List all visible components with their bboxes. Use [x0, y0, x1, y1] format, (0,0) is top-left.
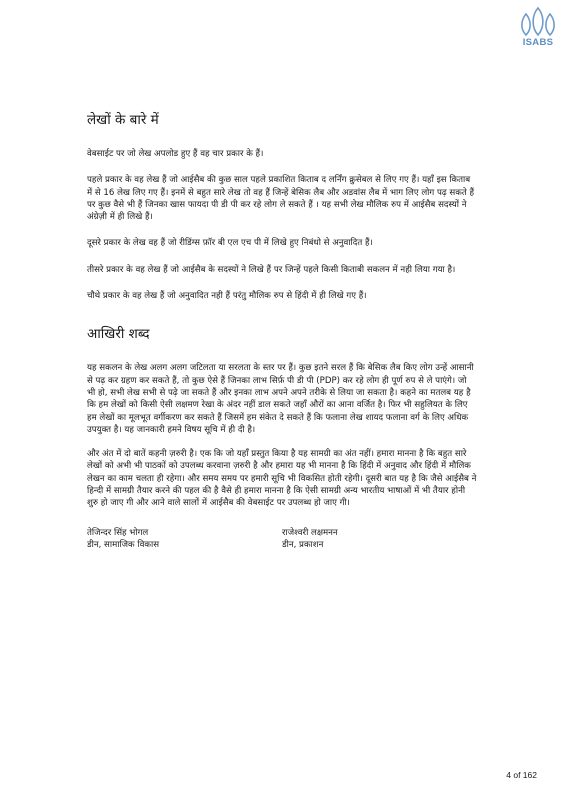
signatory-role: डीन, सामाजिक विकास	[87, 540, 160, 551]
signatory-role: डीन, प्रकाशन	[282, 540, 324, 551]
signatory-name: राजेश्वरी लक्षमनन	[282, 527, 338, 538]
paragraph-complexity: यह सकलन के लेख अलग अलग जटिलता या सरलता के स्तर पर हैं। कुछ इतने सरल हैं कि बेसिक लैब किए लोग उन्हें आसानी से पढ़ कर ग्रहण कर सकते हैं, तो कुछ ऐसे हैं जिनका लाभ सिर्फ़ पी डी पी (PDP) कर रहे लोग ही पूर्ण रुप से ले पाएंगे। जो भी हो, सभी लेख सभी से पढ़े जा सकते हैं और इनका लाभ अपने अपने तरीके से लिया जा सकता है। कहने का मतलब यह है कि हम लेखों को किसी ऐसी लक्षमण रेखा के अंदर नहीं डाल सकते जहाँ औरों का आना वर्जित है। फिर भी सहुलियत के लिए हम लेखों का मूलभूत वर्गीकरण कर सकते हैं जिसमें हम संकेत दे सकते हैं कि फलाना लेख शायद फलाना वर्ग के लिए अधिक उपयुक्त है। यह जानकारी हमने विषय सूचि में ही दी है।	[87, 363, 474, 435]
page-number: 4 of 162	[506, 770, 537, 780]
isabs-leaf-emblem	[514, 6, 562, 38]
document-body	[87, 96, 477, 552]
signature-block	[87, 527, 477, 553]
paragraph-fourth-type: चौथे प्रकार के वह लेख हैं जो अनुवादित नही हैं परंतु मौलिक रुप से हिंदी में ही लिखे गए हैं।	[87, 291, 367, 302]
isabs-logo	[514, 6, 562, 50]
paragraph-third-type: तीसरे प्रकार के वह लेख हैं जो आईसैब के सदस्यों ने लिखे हैं पर जिन्हें पहले किसी किताबी सकलन में नही लिया गया है।	[87, 264, 456, 275]
logo-text: ISABS	[522, 37, 554, 48]
signature-left	[87, 527, 282, 553]
signature-right	[282, 527, 477, 553]
section-heading-last-words: आखिरी शब्द	[87, 326, 150, 343]
intro-paragraph: वेबसाईट पर जो लेख अपलोड हुए हैं वह चार प्रकार के हैं।	[87, 149, 264, 159]
paragraph-second-type: दूसरे प्रकार के लेख वह हैं जो रीडिंग्स फ़ॉर बी एल एच पी में लिखे हुए निबंधो से अनुवादित हैं।	[87, 238, 373, 249]
signatory-name: तेजिन्दर सिंह भोगल	[87, 527, 149, 538]
paragraph-first-type: पहले प्रकार के वह लेख हैं जो आईसैब की कुछ साल पहले प्रकाशित किताब द लर्निंग क्रुसेबल से लिए गए हैं। यहाँ इस किताब में से 16 लेख लिए गए हैं। इनमें से बहुत सारे लेख तो वह हैं जिन्हें बेसिक लैब और अडवांस लैब में भाग लिए लोग पढ़ सकते हैं पर कुछ वैसे भी हैं जिनका खास फायदा पी डी पी कर रहे लोग ले सकते हैं । यह सभी लेख मौलिक रुप में आईसैब सदस्यों ने अंग्रेज़ी में ही लिखे हैं।	[87, 175, 475, 223]
paragraph-closing: और अंत में दो बातें कहनी ज़रुरी है। एक कि जो यहाँ प्रस्तुत किया है यह सामग्री का अंत नहीं। हमारा मानना है कि बहुत सारे लेखों को अभी भी पाठकों को उपलब्ध करवाना ज़रुरी है और हमारा यह भी मानना है कि हिंदी में अनुवाद और हिंदी में मौलिक लेखन का काम चलता ही रहेगा। और समय समय पर हमारी सूचि भी विकसित होती रहेगी। दूसरी बात यह है कि जैसे आईसैब ने हिन्दी में सामग्री तैयार करने की पहल की है वैसे ही हमारा मानना है कि ऐसी सामग्री अन्य भारतीय भाषाओं में भी तैयार होनी शुरु हो जाए गी और आने वाले सालों में आईसैब की वेबसाईट पर उपलब्ध हो जाए गी।	[87, 449, 477, 509]
section-heading-about-articles: लेखों के बारे में	[87, 112, 159, 128]
